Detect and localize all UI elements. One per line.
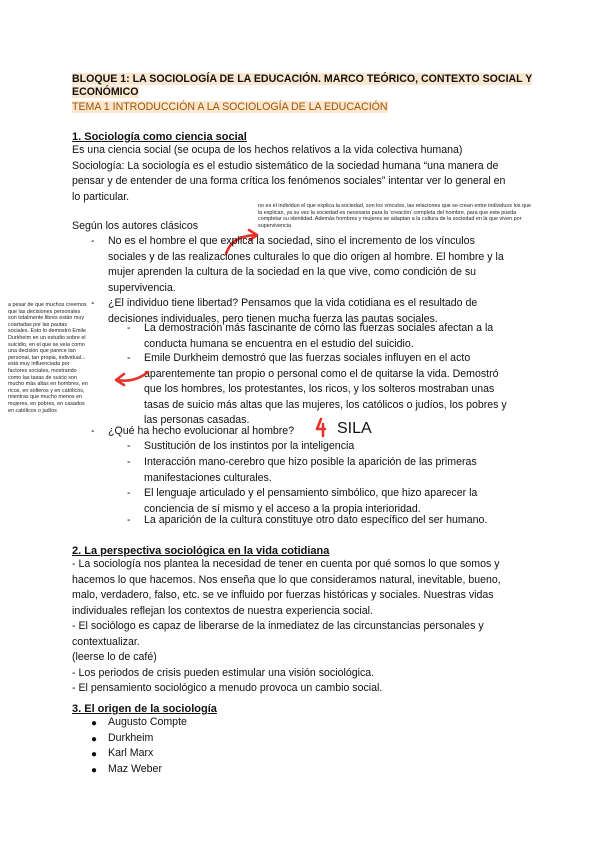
dash-bullet: - xyxy=(127,456,131,468)
note-line: factores sociales, mostrando xyxy=(8,367,77,374)
note-line: que las decisiones personales xyxy=(8,308,81,315)
section-1-heading: 1. Sociología como ciencia social xyxy=(72,131,247,143)
document-title-text: BLOQUE 1: LA SOCIOLOGÍA DE LA EDUCACIÓN. MARCO TEÓRICO, CONTEXTO SOCIAL Y ECONÓMICO xyxy=(72,73,533,98)
bullet-dot-icon: ● xyxy=(91,749,98,760)
text-line: Interacción mano-cerebro que hizo posible la aparición de las primeras xyxy=(144,456,477,468)
text-line: (leerse lo de café) xyxy=(72,651,157,663)
text-line: - El pensamiento sociológico a menudo provoca un cambio social. xyxy=(72,682,383,694)
note-line: está muy influenciada por xyxy=(8,361,70,368)
text-line: decisiones individuales, pero tienen mucha fuerza las pautas sociales. xyxy=(108,312,438,325)
text-line: conciencia de sí mismo y el acceso a la propia interioridad. xyxy=(144,502,421,515)
origin-item: Karl Marx xyxy=(108,747,154,759)
evolution-item-4 xyxy=(144,513,487,529)
dash-bullet: - xyxy=(127,440,131,452)
text-line: La demostración más fascinante de cómo las fuerzas sociales afectan a la xyxy=(144,322,494,334)
bullet-3: ¿Qué ha hecho evolucionar al hombre? xyxy=(108,425,295,437)
dash-bullet: - xyxy=(127,322,131,334)
text-line: mujer aprenden la cultura de la sociedad en la que vive, como condición de su xyxy=(108,266,477,278)
evolution-item-2 xyxy=(144,455,477,486)
note-line: supervivencia xyxy=(258,222,291,229)
note-line: sociales. Esto lo demostró Emile xyxy=(8,328,86,335)
annotation-left xyxy=(8,302,108,414)
text-line: malo, verdadero, falso, etc. se ve influido por fuerzas históricas y sociales. Nuestras vidas xyxy=(72,589,494,601)
dash-bullet: - xyxy=(127,487,131,499)
dash-bullet: - xyxy=(91,297,95,309)
origin-item: Durkheim xyxy=(108,732,154,744)
text-line: La aparición de la cultura constituye otro dato específico del ser humano. xyxy=(144,514,488,526)
origin-item: Maz Weber xyxy=(108,763,162,775)
section-2-body xyxy=(72,557,501,697)
text-line: conducta humana se encuentra en el estudio del suicidio. xyxy=(144,337,414,350)
note-line: coartadas por las pautas xyxy=(8,321,68,328)
text-line: las personas casadas. xyxy=(144,414,250,426)
text-line: Emile Durkheim demostró que las fuerzas sociales influyen en el acto xyxy=(144,352,471,364)
red-mark-4-icon xyxy=(314,417,328,437)
text-line: supervivencia. xyxy=(108,281,176,294)
sila-label: SILA xyxy=(337,420,372,437)
note-line: una decisión que parece tan xyxy=(8,348,76,355)
note-line: ricos, en solteros y en católicos, xyxy=(8,387,85,394)
bullet-dot-icon: ● xyxy=(91,718,98,729)
document-title xyxy=(72,73,540,99)
note-line: mientras que mucho menos en xyxy=(8,394,83,401)
note-line: son totalmente libres están muy xyxy=(8,315,85,322)
note-line: como las tasas de suicio son xyxy=(8,374,77,381)
text-line: que los hombres, los protestantes, los ricos, y los solteros mostraban unas xyxy=(144,383,495,395)
red-arrow-left-icon xyxy=(112,366,152,390)
dash-bullet: - xyxy=(127,352,131,364)
bullet-dot-icon: ● xyxy=(91,765,98,776)
bullet-dot-icon: ● xyxy=(91,734,98,745)
section-3-heading: 3. El origen de la sociología xyxy=(72,703,217,715)
origin-item: Augusto Compte xyxy=(108,716,187,728)
text-line: sociales y de las realizaciones culturales lo que dio origen al hombre. El hombre y la xyxy=(108,250,504,263)
bullet-2a xyxy=(144,321,493,352)
tema-title: TEMA 1 INTRODUCCIÓN A LA SOCIOLOGÍA DE LA EDUCACIÓN xyxy=(72,101,388,113)
dash-bullet: - xyxy=(91,235,95,247)
text-line: No es el hombre el que explica la sociedad, sino el incremento de los vínculos xyxy=(108,235,475,247)
note-line: personal, tan propia, individual... xyxy=(8,354,86,361)
text-line: individuales reflejan los contextos de nuestra experiencia social. xyxy=(72,604,373,617)
text-line: tasas de suicio más altas que las mujeres, los católicos o judíos, los pobres y xyxy=(144,398,507,411)
text-line: - La sociología nos plantea la necesidad de tener en cuenta por qué somos lo que somos y xyxy=(72,558,500,570)
note-line: no es el individuo el que explica la sociedad, son los vínculos, las relaciones que se crean entre individuos los que xyxy=(258,203,531,209)
text-line: El lenguaje articulado y el pensamiento simbólico, que hizo aparecer la xyxy=(144,487,478,499)
bullet-1 xyxy=(108,234,504,296)
text-line: ¿El individuo tiene libertad? Pensamos que la vida cotidiana es el resultado de xyxy=(108,297,478,309)
text-line: Es una ciencia social (se ocupa de los hechos relativos a la vida colectiva humana) xyxy=(72,144,463,156)
text-line: Sustitución de los instintos por la inteligencia xyxy=(144,440,355,452)
dash-bullet: - xyxy=(91,425,95,437)
text-line: Sociología: La sociología es el estudio sistemático de la sociedad humana “una manera de xyxy=(72,159,499,172)
text-line: contextualizar. xyxy=(72,635,140,648)
note-line: Durkheim en un estudio sobre el xyxy=(8,334,86,341)
note-line: mucho más altas en hombres, en xyxy=(8,381,88,388)
note-line: en católicos o judíos xyxy=(8,407,57,414)
section-2-heading: 2. La perspectiva sociológica en la vida cotidiana xyxy=(72,545,330,557)
note-line: mujeres, en pobres, en casados xyxy=(8,400,85,407)
evolution-item-1 xyxy=(144,439,354,455)
text-line: manifestaciones culturales. xyxy=(144,471,272,484)
text-line: aparentemente tan propio o personal como el de quitarse la vida. Demostró xyxy=(144,367,499,380)
annotation-top xyxy=(258,203,600,229)
text-line: hacemos lo que hacemos. Nos enseña que lo que consideramos natural, inevitable, bueno, xyxy=(72,573,501,586)
note-line: completar su identidad. Además hombres y mujeres se adaptan a la cultura de la sociedad en la que viven por xyxy=(258,216,522,223)
text-line: - El sociólogo es capaz de liberarse de la inmediatez de las circunstancias personales y xyxy=(72,620,484,632)
note-line: suicidio, en el que se veía como xyxy=(8,341,85,348)
section-1-intro xyxy=(72,143,505,205)
text-line: pensar y de entender de una forma crítica los fenómenos sociales” intentar ver lo general en xyxy=(72,175,506,187)
text-line: lo particular. xyxy=(72,190,130,203)
note-line: a pesar de que muchos creemos xyxy=(8,302,87,308)
text-line: - Los periodos de crisis pueden estimular una visión sociológica. xyxy=(72,666,375,679)
note-line: la explican, ya su vez la sociedad es necesaria para la 'creación' completa del hombre, para que este pueda xyxy=(258,209,517,216)
dash-bullet: - xyxy=(127,514,131,526)
autores-label: Según los autores clásicos xyxy=(72,220,199,232)
